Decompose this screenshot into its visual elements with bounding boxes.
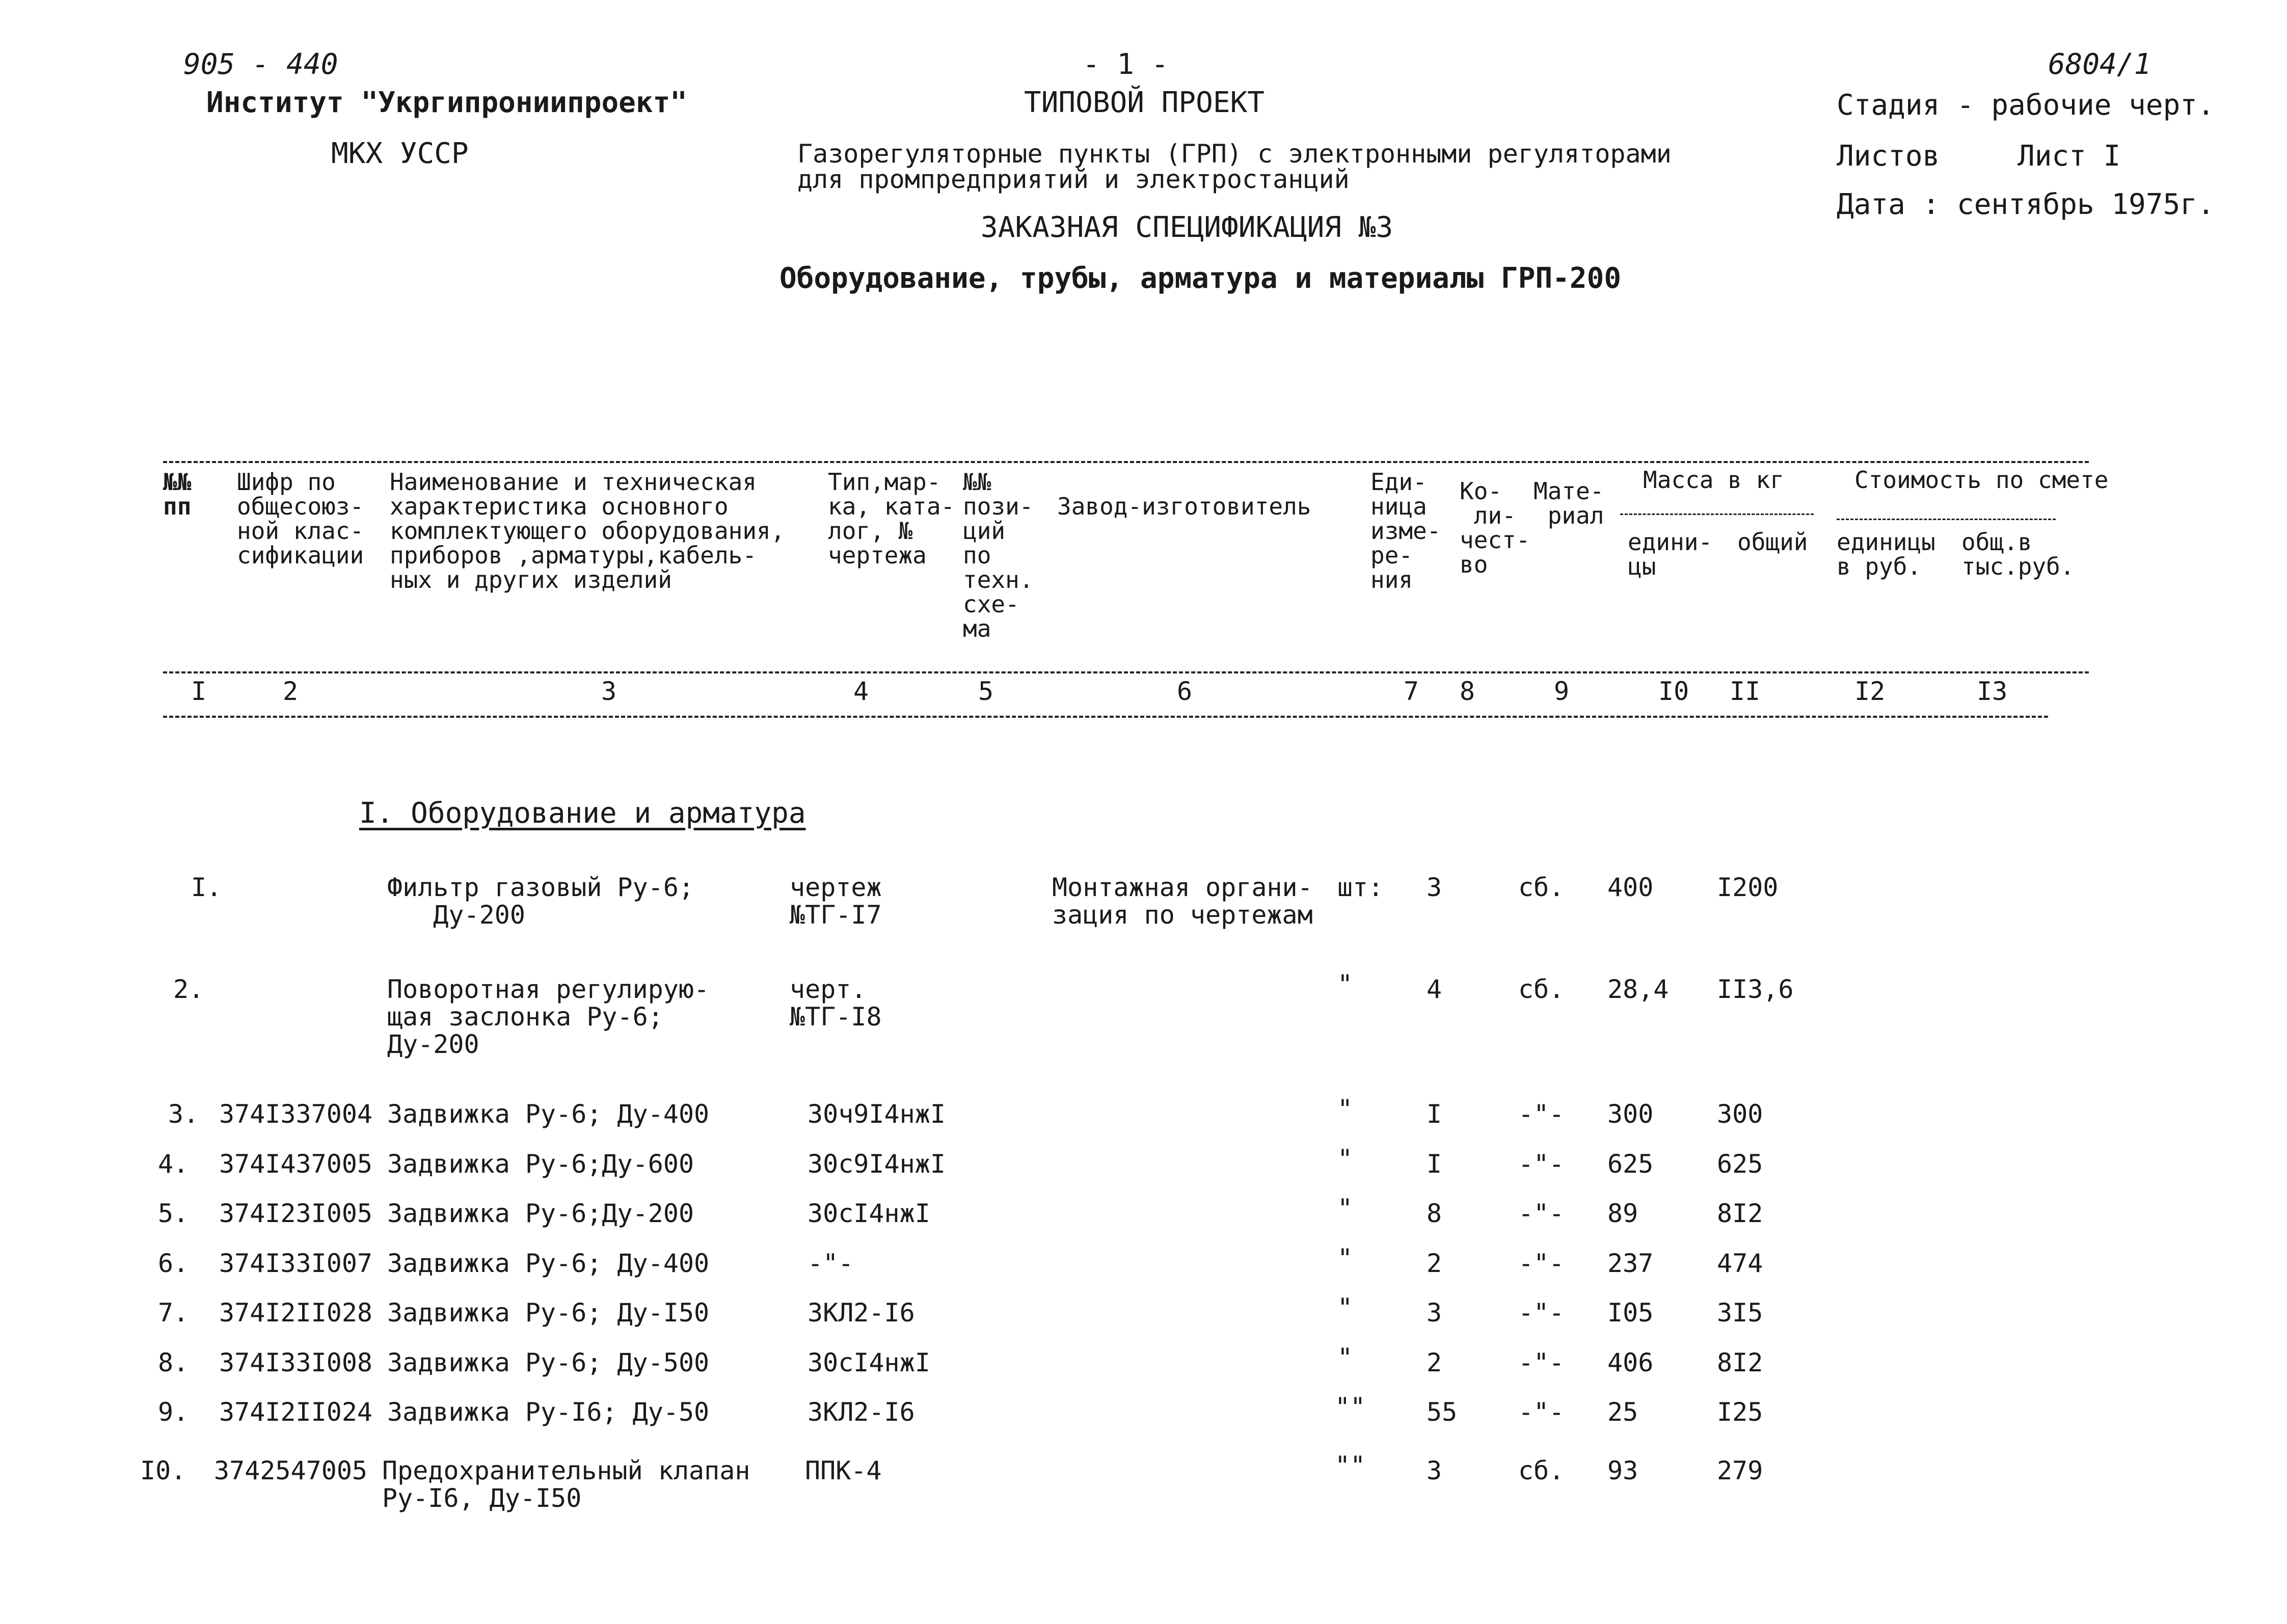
row-mass-unit: 300	[1607, 1099, 1654, 1129]
institute-name: Институт "Укргипрониипроект"	[206, 86, 688, 119]
col-header-cost-total: общ.в тыс.руб.	[1961, 528, 2075, 580]
row-mass-unit: 28,4	[1607, 975, 1669, 1004]
row-name: Фильтр газовый Ру-6; Ду-200	[387, 873, 694, 930]
row-name: Задвижка Ру-6;Ду-200	[387, 1199, 694, 1228]
table-top-rule	[163, 461, 2089, 463]
row-number: I.	[191, 873, 222, 902]
row-type: 30ч9I4нжI	[808, 1099, 946, 1129]
row-mass-total: 8I2	[1717, 1199, 1763, 1228]
row-mass-unit: 237	[1607, 1249, 1654, 1278]
row-mass-total: 474	[1717, 1249, 1763, 1278]
row-quantity: I	[1427, 1149, 1442, 1179]
row-number: I0.	[140, 1456, 186, 1485]
col-number: 6	[1177, 676, 1193, 706]
col-number: I3	[1977, 676, 2008, 706]
col-header-position: №№ пози- ций по техн. схе- ма	[963, 468, 1034, 642]
col-header-material: Мате- риал	[1533, 477, 1604, 529]
row-mass-unit: 625	[1607, 1149, 1654, 1179]
row-unit: "	[1337, 1243, 1353, 1273]
row-unit: "	[1337, 1293, 1353, 1322]
row-mass-unit: 406	[1607, 1348, 1654, 1377]
col-number: 5	[978, 676, 994, 706]
row-mass-total: I25	[1717, 1397, 1763, 1427]
row-material: -"-	[1518, 1149, 1565, 1179]
col-number: I2	[1854, 676, 1886, 706]
row-unit: ""	[1335, 1392, 1366, 1422]
row-type: 30сI4нжI	[808, 1199, 930, 1228]
row-mass-total: 279	[1717, 1456, 1763, 1485]
col-header-unit: Еди- ница изме- ре- ния	[1370, 468, 1441, 593]
row-maker: Монтажная органи- зация по чертежам	[1052, 873, 1313, 930]
row-number: 5.	[158, 1199, 189, 1228]
row-name: Задвижка Ру-6; Ду-500	[387, 1348, 710, 1377]
col-number: 9	[1554, 676, 1570, 706]
spec-subtitle: Оборудование, трубы, арматура и материалы ГРП-200	[779, 262, 1622, 295]
row-code: 374I23I005	[219, 1199, 373, 1228]
row-number: 4.	[158, 1149, 189, 1179]
col-header-cost: Стоимость по смете	[1854, 466, 2109, 494]
col-header-name: Наименование и техническая характеристика основного комплектующего оборудования, приборов ,арматуры,кабель- ных и других изделий	[390, 468, 785, 593]
row-code: 3742547005	[214, 1456, 368, 1485]
row-name: Задвижка Ру-I6; Ду-50	[387, 1397, 710, 1427]
col-header-mass-unit: едини- цы	[1628, 528, 1713, 580]
row-type: 3КЛ2-I6	[808, 1397, 915, 1427]
project-type: ТИПОВОЙ ПРОЕКТ	[1024, 86, 1265, 119]
col-header-mass: Масса в кг	[1643, 466, 1784, 494]
row-mass-total: I200	[1717, 873, 1779, 902]
doc-number-right: 6804/1	[2048, 48, 2151, 81]
date-label: Дата : сентябрь 1975г.	[1837, 188, 2215, 221]
row-name: Задвижка Ру-6;Ду-600	[387, 1149, 694, 1179]
numbers-bottom-rule	[163, 716, 2048, 718]
row-code: 374I33I007	[219, 1249, 373, 1278]
sheets-label: Листов	[1837, 140, 1940, 173]
row-code: 374I33I008	[219, 1348, 373, 1377]
row-code: 374I337004	[219, 1099, 373, 1129]
row-mass-total: II3,6	[1717, 975, 1794, 1004]
row-mass-unit: 89	[1607, 1199, 1638, 1228]
col-number: 7	[1404, 676, 1419, 706]
spec-title: ЗАКАЗНАЯ СПЕЦИФИКАЦИЯ №3	[981, 211, 1393, 244]
col-header-code: Шифр по общесоюз- ной клас- сификации	[237, 468, 364, 569]
section-title: I. Оборудование и арматура	[359, 797, 806, 830]
col-header-maker: Завод-изготовитель	[1057, 493, 1311, 520]
col-header-number: №№ пп	[163, 468, 192, 520]
row-quantity: 55	[1427, 1397, 1458, 1427]
row-name: Поворотная регулирую- щая заслонка Ру-6; Ду-200	[387, 975, 710, 1059]
row-material: -"-	[1518, 1348, 1565, 1377]
row-mass-unit: 400	[1607, 873, 1654, 902]
row-name: Задвижка Ру-6; Ду-400	[387, 1099, 710, 1129]
col-number: I	[191, 676, 207, 706]
row-code: 374I2II028	[219, 1298, 373, 1328]
row-unit: "	[1337, 1343, 1353, 1372]
row-mass-unit: 25	[1607, 1397, 1638, 1427]
row-code: 374I2II024	[219, 1397, 373, 1427]
col-header-mass-total: общий	[1737, 528, 1808, 556]
project-title-line1: Газорегуляторные пункты (ГРП) с электронными регуляторами	[797, 139, 1672, 169]
row-number: 6.	[158, 1249, 189, 1278]
mass-subrule	[1620, 513, 1814, 515]
doc-number-left: 905 - 440	[183, 48, 338, 81]
row-unit: "	[1337, 1094, 1353, 1124]
row-name: Задвижка Ру-6; Ду-I50	[387, 1298, 710, 1328]
row-quantity: I	[1427, 1099, 1442, 1129]
col-number: I0	[1658, 676, 1689, 706]
row-type: 30сI4нжI	[808, 1348, 930, 1377]
row-unit: шт:	[1337, 873, 1384, 902]
row-quantity: 2	[1427, 1348, 1442, 1377]
row-type: черт. №ТГ-I8	[790, 975, 882, 1032]
row-number: 2.	[173, 975, 204, 1004]
row-mass-unit: 93	[1607, 1456, 1638, 1485]
ministry-name: МКХ УССР	[331, 137, 469, 170]
col-number: 3	[601, 676, 617, 706]
col-number: 8	[1460, 676, 1475, 706]
row-mass-unit: I05	[1607, 1298, 1654, 1328]
row-quantity: 2	[1427, 1249, 1442, 1278]
row-type: ППК-4	[805, 1456, 882, 1485]
row-unit: "	[1337, 1144, 1353, 1174]
col-number: 4	[853, 676, 869, 706]
row-material: сб.	[1518, 1456, 1565, 1485]
project-title-line2: для промпредприятий и электростанций	[797, 165, 1350, 194]
cost-subrule	[1837, 519, 2056, 520]
row-unit: "	[1337, 969, 1353, 999]
row-material: -"-	[1518, 1199, 1565, 1228]
row-number: 3.	[168, 1099, 199, 1129]
row-type: чертеж №ТГ-I7	[790, 873, 882, 930]
sheet-label: Лист I	[2017, 140, 2121, 173]
header-bottom-rule	[163, 671, 2089, 673]
row-quantity: 3	[1427, 1298, 1442, 1328]
row-quantity: 3	[1427, 873, 1442, 902]
row-number: 9.	[158, 1397, 189, 1427]
col-header-cost-unit: единицы в руб.	[1837, 528, 1935, 580]
row-mass-total: 300	[1717, 1099, 1763, 1129]
row-material: -"-	[1518, 1298, 1565, 1328]
row-mass-total: 625	[1717, 1149, 1763, 1179]
row-code: 374I437005	[219, 1149, 373, 1179]
stage-label: Стадия - рабочие черт.	[1837, 89, 2215, 122]
row-unit: ""	[1335, 1451, 1366, 1480]
row-material: -"-	[1518, 1249, 1565, 1278]
row-quantity: 4	[1427, 975, 1442, 1004]
row-name: Предохранительный клапан Ру-I6, Ду-I50	[382, 1456, 750, 1513]
col-header-quantity: Ко- ли- чест- во	[1460, 477, 1530, 578]
row-number: 7.	[158, 1298, 189, 1328]
page-marker: - 1 -	[1083, 48, 1169, 81]
row-unit: "	[1337, 1194, 1353, 1223]
col-number: 2	[283, 676, 299, 706]
row-quantity: 8	[1427, 1199, 1442, 1228]
col-header-type: Тип,мар- ка, ката- лог, № чертежа	[828, 468, 955, 569]
col-number: II	[1730, 676, 1761, 706]
row-material: сб.	[1518, 873, 1565, 902]
row-type: -"-	[808, 1249, 854, 1278]
row-material: -"-	[1518, 1099, 1565, 1129]
row-number: 8.	[158, 1348, 189, 1377]
row-type: 3КЛ2-I6	[808, 1298, 915, 1328]
row-mass-total: 8I2	[1717, 1348, 1763, 1377]
row-material: -"-	[1518, 1397, 1565, 1427]
row-quantity: 3	[1427, 1456, 1442, 1485]
row-type: 30с9I4нжI	[808, 1149, 946, 1179]
row-mass-total: 3I5	[1717, 1298, 1763, 1328]
row-material: сб.	[1518, 975, 1565, 1004]
row-name: Задвижка Ру-6; Ду-400	[387, 1249, 710, 1278]
